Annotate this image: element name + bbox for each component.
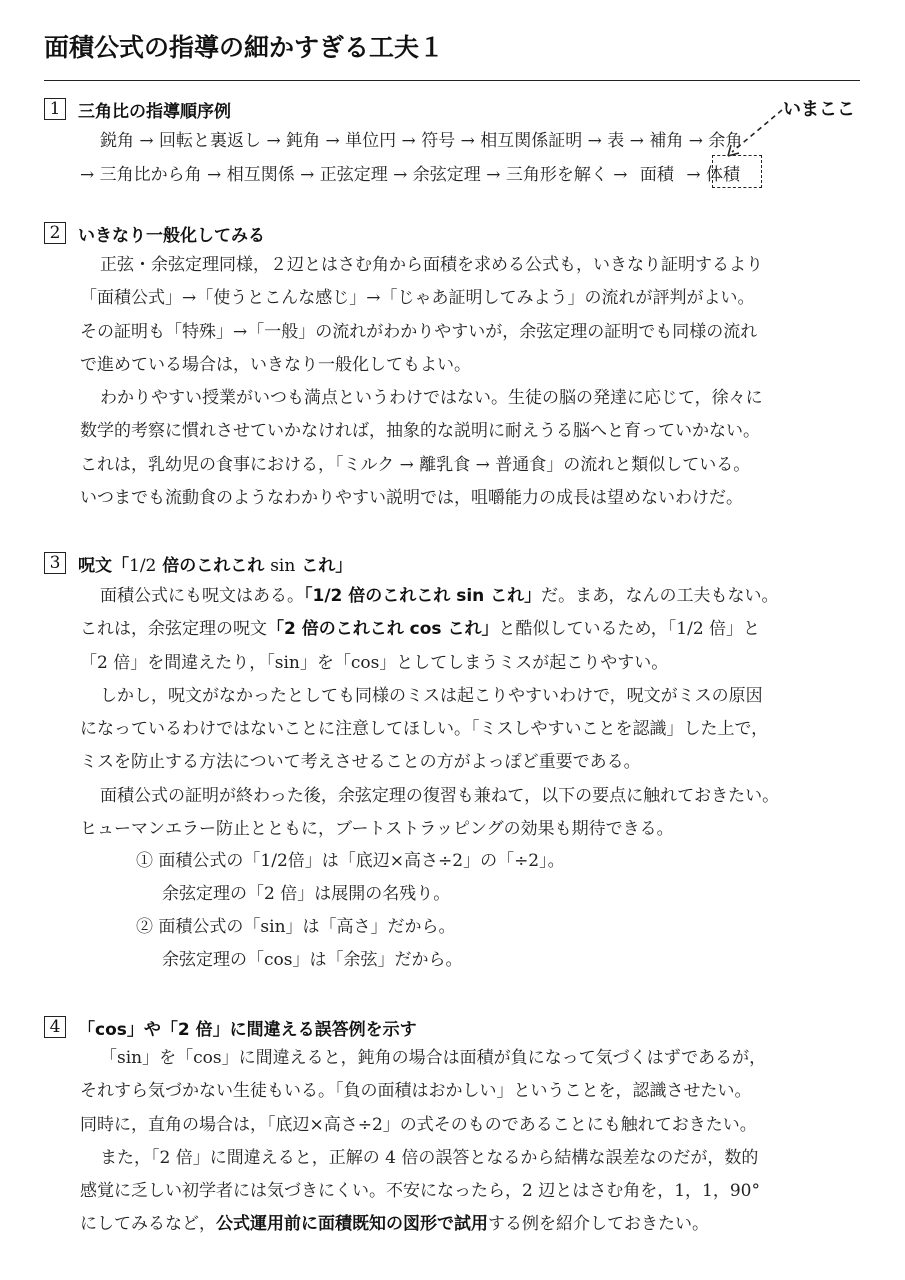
- paragraph-line: 正弦・余弦定理同様，２辺とはさむ角から面積を求める公式も，いきなり証明するより: [100, 255, 763, 275]
- title-divider: [44, 80, 860, 81]
- section-number: 2: [44, 222, 66, 244]
- paragraph-line: 感覚に乏しい初学者には気づきにくい。不安になったら，2 辺とはさむ角を，1，1，90°: [80, 1181, 760, 1202]
- section-heading: 「cos」や「2 倍」に間違える誤答例を示す: [78, 1019, 417, 1040]
- sequence-line-2-before: → 三角比から角 → 相互関係 → 正弦定理 → 余弦定理 → 三角形を解く →: [80, 165, 628, 185]
- key-points-list: [136, 845, 565, 977]
- paragraph-line: これは，余弦定理の呪文「2 倍のこれこれ cos これ」と酷似しているため，「1/2 倍」と: [80, 619, 761, 640]
- section-number: 3: [44, 552, 66, 574]
- paragraph-line: で進めている場合は，いきなり一般化してもよい。: [80, 354, 471, 375]
- section-heading: いきなり一般化してみる: [78, 225, 265, 246]
- paragraph-line: になっているわけではないことに注意してほしい。「ミスしやすいことを認識」した上で，: [80, 719, 769, 740]
- section-3-header: [44, 550, 352, 576]
- page-title: 面積公式の指導の細かすぎる工夫１: [44, 33, 445, 62]
- key-point: ② 面積公式の「sin」は「高さ」だから。: [136, 917, 456, 937]
- paragraph-line: 「sin」を「cos」に間違えると，鈍角の場合は面積が負になって気づくはずであるが，: [100, 1048, 767, 1068]
- sequence-line-2: [80, 160, 740, 185]
- paragraph-line: 面積公式の証明が終わった後，余弦定理の復習も兼ねて，以下の要点に触れておきたい。: [100, 785, 780, 806]
- paragraph-line: 同時に，直角の場合は，「底辺×高さ÷2」の式そのものであることにも触れておきたい。: [80, 1114, 757, 1135]
- spell-emphasis: 「1/2 倍のこれこれ sin これ」: [304, 586, 542, 606]
- paragraph-line: しかし，呪文がなかったとしても同様のミスは起こりやすいわけで，呪文がミスの原因: [100, 685, 763, 706]
- section-number: 4: [44, 1016, 66, 1038]
- paragraph-line: 面積公式にも呪文はある。「1/2 倍のこれこれ sin これ」だ。まあ，なんの工夫もない。: [100, 586, 779, 606]
- paragraph-line: わかりやすい授業がいつも満点というわけではない。生徒の脳の発達に応じて，徐々に: [100, 388, 763, 409]
- section-2-body: [80, 249, 880, 515]
- key-point: ① 面積公式の「1/2倍」は「底辺×高さ÷2」の「÷2」。: [136, 851, 565, 871]
- section-1-header: [44, 96, 231, 122]
- paragraph-line: 「2 倍」を間違えたり，「sin」を「cos」としてしまうミスが起こりやすい。: [80, 652, 669, 673]
- key-point-detail: 余弦定理の「cos」は「余弦」だから。: [162, 950, 463, 970]
- section-heading: 呪文「1/2 倍のこれこれ sin これ」: [78, 555, 353, 576]
- paragraph-line: これは，乳幼児の食事における，「ミルク → 離乳食 → 普通食」の流れと類似している。: [80, 454, 751, 475]
- paragraph-line: 数学的考察に慣れさせていかなければ，抽象的な説明に耐えうる脳へと育っていかない。: [80, 421, 760, 442]
- section-2-header: [44, 220, 265, 246]
- highlight-dashed-box: [712, 155, 762, 188]
- current-position-annotation: いまここ: [783, 99, 855, 120]
- sequence-line-1: 鋭角 → 回転と裏返し → 鈍角 → 単位円 → 符号 → 相互関係証明 → 表 → 補角 → 余角: [100, 131, 743, 151]
- section-4-body: [80, 1042, 880, 1242]
- paragraph-line: いつまでも流動食のようなわかりやすい説明では，咀嚼能力の成長は望めないわけだ。: [80, 488, 743, 509]
- paragraph-line: また，「2 倍」に間違えると，正解の 4 倍の誤答となるから結構な誤差なのだが，数的: [100, 1147, 759, 1168]
- section-3-body: [80, 580, 880, 846]
- sequence-line-2-after: → 体積: [686, 165, 740, 185]
- key-point-detail: 余弦定理の「2 倍」は展開の名残り。: [162, 884, 451, 904]
- section-heading: 三角比の指導順序例: [78, 101, 231, 122]
- paragraph-line: ヒューマンエラー防止とともに，ブートストラッピングの効果も期待できる。: [80, 819, 674, 840]
- paragraph-line: 「面積公式」→「使うとこんな感じ」→「じゃあ証明してみよう」の流れが評判がよい。: [80, 288, 755, 309]
- paragraph-line: ミスを防止する方法について考えさせることの方がよっぽど重要である。: [80, 752, 641, 773]
- emphasis-text: 公式運用前に面積既知の図形で試用: [216, 1214, 488, 1235]
- section-4-header: [44, 1014, 417, 1040]
- paragraph-line: それすら気づかない生徒もいる。「負の面積はおかしい」ということを，認識させたい。: [80, 1081, 752, 1102]
- sequence-highlight: 面積: [639, 165, 674, 185]
- section-number: 1: [44, 98, 66, 120]
- paragraph-line: にしてみるなど，公式運用前に面積既知の図形で試用する例を紹介しておきたい。: [80, 1214, 709, 1235]
- spell-emphasis: 「2 倍のこれこれ cos これ」: [267, 619, 499, 640]
- paragraph-line: その証明も「特殊」→「一般」の流れがわかりやすいが，余弦定理の証明でも同様の流れ: [80, 321, 758, 342]
